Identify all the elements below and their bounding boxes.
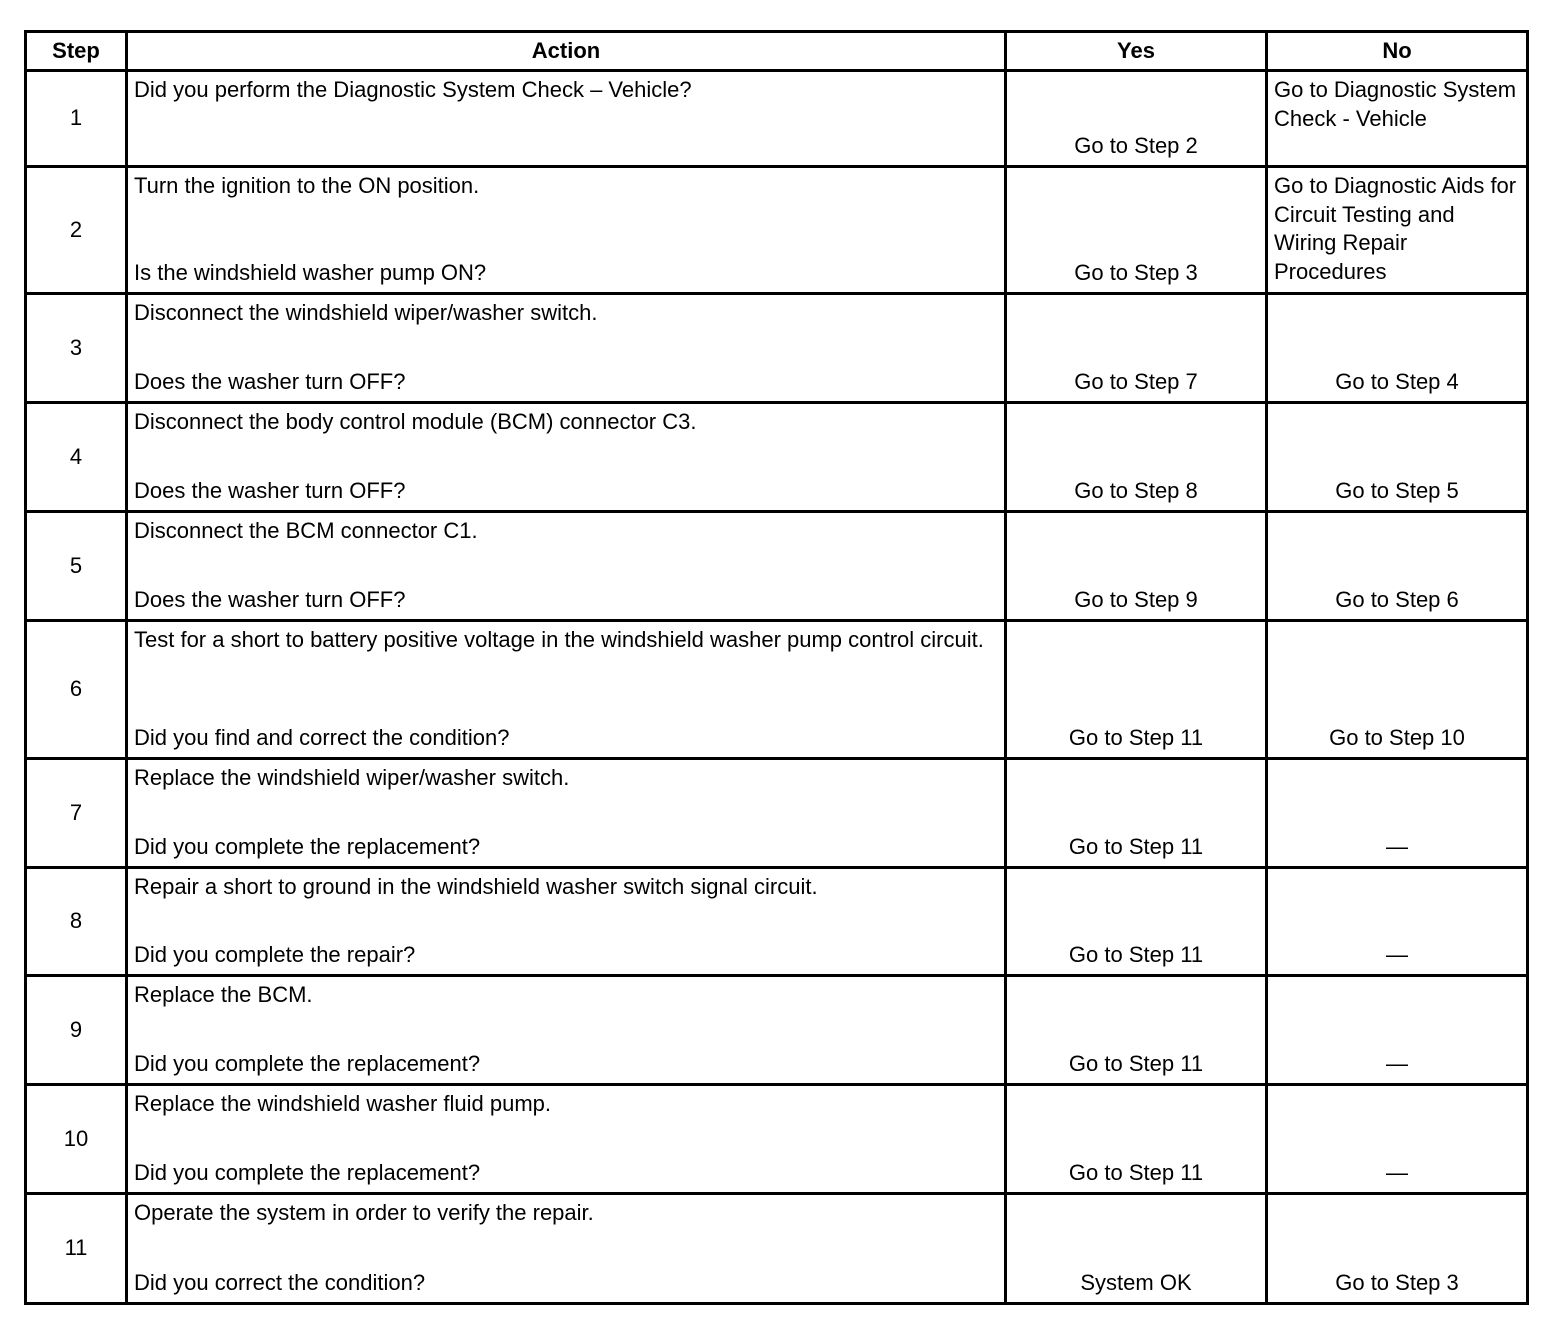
no-result: Go to Step 6 bbox=[1267, 512, 1528, 621]
table-row bbox=[26, 1085, 1528, 1194]
step-number: 8 bbox=[26, 868, 127, 976]
action-instruction: Disconnect the windshield wiper/washer switch. bbox=[134, 300, 598, 325]
yes-result: Go to Step 11 bbox=[1006, 1085, 1267, 1194]
diagnostic-table bbox=[24, 30, 1529, 1305]
table-row bbox=[26, 71, 1528, 167]
step-number: 3 bbox=[26, 294, 127, 403]
no-result: Go to Step 10 bbox=[1267, 621, 1528, 759]
yes-result: Go to Step 7 bbox=[1006, 294, 1267, 403]
table-row bbox=[26, 294, 1528, 403]
step-number: 2 bbox=[26, 167, 127, 294]
action-instruction: Disconnect the BCM connector C1. bbox=[134, 518, 478, 543]
action-cell bbox=[127, 512, 1006, 621]
header-no: No bbox=[1267, 32, 1528, 71]
step-number: 5 bbox=[26, 512, 127, 621]
action-instruction: Turn the ignition to the ON position. bbox=[134, 173, 480, 198]
action-question: Is the windshield washer pump ON? bbox=[134, 260, 487, 286]
action-cell bbox=[127, 1085, 1006, 1194]
no-result: — bbox=[1267, 976, 1528, 1085]
action-question: Did you find and correct the condition? bbox=[134, 725, 510, 751]
action-instruction: Did you perform the Diagnostic System Check – Vehicle? bbox=[134, 77, 692, 102]
yes-result: Go to Step 3 bbox=[1006, 167, 1267, 294]
header-step: Step bbox=[26, 32, 127, 71]
action-instruction: Disconnect the body control module (BCM) connector C3. bbox=[134, 409, 697, 434]
no-result: Go to Step 3 bbox=[1267, 1194, 1528, 1304]
yes-result: Go to Step 2 bbox=[1006, 71, 1267, 167]
action-cell bbox=[127, 868, 1006, 976]
table-row bbox=[26, 621, 1528, 759]
action-question: Did you complete the replacement? bbox=[134, 1160, 481, 1186]
header-yes: Yes bbox=[1006, 32, 1267, 71]
yes-result: Go to Step 11 bbox=[1006, 621, 1267, 759]
action-cell bbox=[127, 403, 1006, 512]
action-cell bbox=[127, 294, 1006, 403]
yes-result: Go to Step 11 bbox=[1006, 868, 1267, 976]
action-question: Does the washer turn OFF? bbox=[134, 587, 406, 613]
action-question: Did you complete the replacement? bbox=[134, 1051, 481, 1077]
yes-result: Go to Step 8 bbox=[1006, 403, 1267, 512]
table-row bbox=[26, 167, 1528, 294]
table-row bbox=[26, 868, 1528, 976]
step-number: 9 bbox=[26, 976, 127, 1085]
action-instruction: Test for a short to battery positive voltage in the windshield washer pump control circuit. bbox=[134, 627, 984, 652]
no-result: Go to Diagnostic System Check - Vehicle bbox=[1267, 71, 1528, 167]
table-row bbox=[26, 403, 1528, 512]
action-cell bbox=[127, 621, 1006, 759]
action-question: Does the washer turn OFF? bbox=[134, 478, 406, 504]
header-action: Action bbox=[127, 32, 1006, 71]
yes-result: System OK bbox=[1006, 1194, 1267, 1304]
no-result: — bbox=[1267, 1085, 1528, 1194]
table-row bbox=[26, 512, 1528, 621]
no-result: Go to Diagnostic Aids for Circuit Testing and Wiring Repair Procedures bbox=[1267, 167, 1528, 294]
action-cell bbox=[127, 167, 1006, 294]
action-question: Did you complete the repair? bbox=[134, 942, 416, 968]
step-number: 6 bbox=[26, 621, 127, 759]
step-number: 1 bbox=[26, 71, 127, 167]
no-result: — bbox=[1267, 868, 1528, 976]
yes-result: Go to Step 11 bbox=[1006, 759, 1267, 868]
action-question: Does the washer turn OFF? bbox=[134, 369, 406, 395]
action-instruction: Repair a short to ground in the windshield washer switch signal circuit. bbox=[134, 874, 818, 899]
table-row bbox=[26, 976, 1528, 1085]
action-cell bbox=[127, 71, 1006, 167]
header-row bbox=[26, 32, 1528, 71]
action-cell bbox=[127, 759, 1006, 868]
step-number: 10 bbox=[26, 1085, 127, 1194]
yes-result: Go to Step 9 bbox=[1006, 512, 1267, 621]
yes-result: Go to Step 11 bbox=[1006, 976, 1267, 1085]
action-instruction: Replace the windshield wiper/washer switch. bbox=[134, 765, 570, 790]
step-number: 4 bbox=[26, 403, 127, 512]
no-result: — bbox=[1267, 759, 1528, 868]
action-question: Did you complete the replacement? bbox=[134, 834, 481, 860]
no-result: Go to Step 4 bbox=[1267, 294, 1528, 403]
step-number: 11 bbox=[26, 1194, 127, 1304]
table-row bbox=[26, 1194, 1528, 1304]
action-instruction: Replace the BCM. bbox=[134, 982, 313, 1007]
no-result: Go to Step 5 bbox=[1267, 403, 1528, 512]
action-question: Did you correct the condition? bbox=[134, 1270, 426, 1296]
action-cell bbox=[127, 1194, 1006, 1304]
step-number: 7 bbox=[26, 759, 127, 868]
action-instruction: Replace the windshield washer fluid pump. bbox=[134, 1091, 552, 1116]
action-instruction: Operate the system in order to verify the repair. bbox=[134, 1200, 594, 1225]
action-cell bbox=[127, 976, 1006, 1085]
table-row bbox=[26, 759, 1528, 868]
